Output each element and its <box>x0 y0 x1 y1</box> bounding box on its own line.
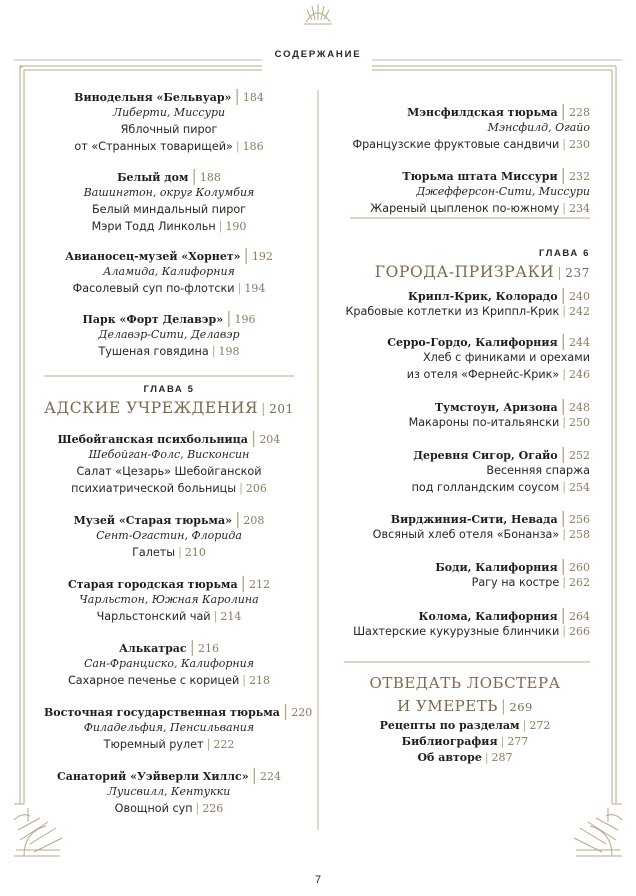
entry-title: Старая городская тюрьма <box>68 578 238 591</box>
dish-page: 254 <box>569 481 590 494</box>
appendix-page: 272 <box>529 719 551 732</box>
entry-title: Алькатрас <box>119 642 187 655</box>
entry-location: Луисвилл, Кентукки <box>107 785 231 798</box>
appendix-item[interactable]: Об авторе | 287 <box>417 751 513 764</box>
entry-title: Тумстоун, Аризона <box>434 401 558 414</box>
appendix-item[interactable]: Рецепты по разделам | 272 <box>379 719 551 732</box>
entry-page: 192 <box>251 250 273 263</box>
appendix-item[interactable]: Библиография | 277 <box>401 735 529 748</box>
chapter-page: 237 <box>565 266 590 280</box>
toc-entry[interactable]: Серро-Гордо, Калифорния | 244 Хлеб с финиками и орехами из отеля «Фернейс-Крик» | 246 <box>340 332 590 383</box>
entry-title: Крипл-Крик, Колорадо <box>407 290 558 303</box>
chapter-label: ГЛАВА 6 <box>538 248 590 259</box>
entry-page: 240 <box>569 290 590 303</box>
toc-entry[interactable]: Санаторий «Уэйверли Хиллс» | 224 Луисвилл, Кентукки Овощной суп | 226 <box>44 766 294 817</box>
entry-location: Либерти, Миссури <box>112 106 226 119</box>
dish-page: 234 <box>569 202 590 215</box>
entry-dish: Крабовые котлетки из Криппл-Крик <box>345 305 560 318</box>
entry-dish: Шахтерские кукурузные блинчики <box>353 625 560 638</box>
entry-dish: Овощной суп <box>114 802 193 815</box>
entry-location: Вашингтон, округ Колумбия <box>83 186 255 199</box>
chapter-page: 201 <box>269 402 294 416</box>
entry-title: Тюрьма штата Миссури <box>402 170 558 183</box>
dish-page: 190 <box>225 220 247 233</box>
toc-entry[interactable]: Авианосец-музей «Хорнет» | 192 Аламида, Калифорния Фасолевый суп по-флотски | 194 <box>44 246 294 297</box>
entry-dish: Весенняя спаржа <box>486 464 590 477</box>
entry-title: Колома, Калифорния <box>418 610 558 623</box>
entry-dish: психиатрической больницы <box>71 482 237 495</box>
entry-page: 232 <box>569 170 590 183</box>
dish-page: 186 <box>242 140 264 153</box>
entry-dish: Рагу на костре <box>471 576 560 589</box>
dish-page: 226 <box>202 802 224 815</box>
toc-entry[interactable]: Боди, Калифорния | 260 Рагу на костре | 262 <box>435 556 590 589</box>
toc-entry[interactable]: Деревня Сигор, Огайо | 252 Весенняя спаржа под голландским соусом | 254 <box>340 445 590 496</box>
dish-page: 230 <box>569 138 590 151</box>
entry-page: 212 <box>248 578 270 591</box>
entry-page: 204 <box>259 433 281 446</box>
toc-entry[interactable]: Музей «Старая тюрьма» | 208 Сент-Огастин, Флорида Галеты | 210 <box>44 510 294 561</box>
toc-entry[interactable]: Тюрьма штата Миссури | 232 Джефферсон-Сити, Миссури Жареный цыпленок по-южному | 234 <box>340 166 590 217</box>
chapter-heading[interactable]: ГЛАВА 5 АДСКИЕ УЧРЕЖДЕНИЯ | 201 <box>44 384 294 417</box>
entry-location: Делавэр-Сити, Делавэр <box>98 328 240 341</box>
entry-dish: Салат «Цезарь» Шебойганской <box>76 465 262 478</box>
dish-page: 250 <box>569 416 590 429</box>
entry-title: Восточная государственная тюрьма <box>44 706 280 719</box>
appendix-label: Библиография <box>401 735 498 748</box>
entry-dish: Фасолевый суп по-флотски <box>72 282 235 295</box>
entry-title: Музей «Старая тюрьма» <box>73 514 232 527</box>
entry-title: Деревня Сигор, Огайо <box>413 449 558 462</box>
entry-location: Джефферсон-Сити, Миссури <box>416 185 590 198</box>
entry-dish: Мэри Тодд Линкольн <box>91 220 216 233</box>
toc-entry[interactable]: Винодельня «Бельвуар» | 184 Либерти, Миссури Яблочный пирог от «Странных товарищей» | 186 <box>44 87 294 155</box>
toc-entry[interactable]: Белый дом | 188 Вашингтон, округ Колумбия Белый миндальный пирог Мэри Тодд Линкольн | 190 <box>44 167 294 235</box>
entry-page: 224 <box>259 770 281 783</box>
appendix-page: 277 <box>507 735 529 748</box>
entry-page: 188 <box>199 171 221 184</box>
epilogue-page: 269 <box>509 700 533 714</box>
appendix-page: 287 <box>491 751 513 764</box>
chapter-title: АДСКИЕ УЧРЕЖДЕНИЯ <box>44 399 259 417</box>
entry-dish: из отеля «Фернейс-Крик» <box>406 368 560 381</box>
dish-page: 214 <box>220 610 242 623</box>
entry-dish: Тюремный рулет <box>103 738 204 751</box>
entry-title: Мэнсфилдская тюрьма <box>407 106 558 119</box>
entry-location: Аламида, Калифорния <box>103 265 235 278</box>
entry-location: Мэнсфилд, Огайо <box>487 121 590 134</box>
toc-entry[interactable]: Тумстоун, Аризона | 248 Макароны по-итальянски | 250 <box>408 396 590 429</box>
dish-page: 210 <box>184 546 206 559</box>
dish-page: 262 <box>569 576 590 589</box>
entry-title: Серро-Гордо, Калифорния <box>387 336 558 349</box>
entry-location: Филадельфия, Пенсильвания <box>83 721 255 734</box>
chapter-title: ГОРОДА-ПРИЗРАКИ <box>374 263 555 281</box>
entry-page: 196 <box>234 313 256 326</box>
entry-page: 248 <box>569 401 590 414</box>
entry-dish: под голландским соусом <box>411 481 560 494</box>
entry-dish: Французские фруктовые сандвичи <box>352 138 560 151</box>
entry-location: Сент-Огастин, Флорида <box>96 529 242 542</box>
toc-entry[interactable]: Старая городская тюрьма | 212 Чарльстон, Южная Каролина Чарльстонский чай | 214 <box>44 574 294 625</box>
entry-title: Парк «Форт Делавэр» <box>82 313 224 326</box>
chapter-heading[interactable]: ГЛАВА 6 ГОРОДА-ПРИЗРАКИ | 237 <box>340 247 590 283</box>
entry-page: 216 <box>197 642 219 655</box>
entry-dish: Тушеная говядина <box>98 345 209 358</box>
page-header: СОДЕРЖАНИЕ <box>274 49 362 60</box>
entry-location: Шебойган-Фолс, Висконсин <box>88 448 250 461</box>
entry-page: 256 <box>569 513 590 526</box>
sunburst-corner-right-icon <box>574 808 622 856</box>
entry-page: 208 <box>243 514 265 527</box>
entry-dish: Яблочный пирог <box>120 123 218 136</box>
toc-entry[interactable]: Вирджиния-Сити, Невада | 256 Овсяный хлеб отеля «Бонанза» | 258 <box>372 508 590 541</box>
entry-dish: Овсяный хлеб отеля «Бонанза» <box>372 528 560 541</box>
entry-dish: Сахарное печенье с корицей <box>67 674 240 687</box>
entry-title: Белый дом <box>117 171 189 184</box>
dish-page: 266 <box>569 625 590 638</box>
entry-title: Вирджиния-Сити, Невада <box>390 513 558 526</box>
entry-page: 252 <box>569 449 590 462</box>
dish-page: 222 <box>213 738 235 751</box>
entry-page: 264 <box>569 610 590 623</box>
toc-entry[interactable]: Шебойганская психбольница | 204 Шебойган-Фолс, Висконсин Салат «Цезарь» Шебойганской психиатрической больницы | 206 <box>44 429 294 497</box>
toc-entry[interactable]: Мэнсфилдская тюрьма | 228 Мэнсфилд, Огайо Французские фруктовые сандвичи | 230 <box>340 102 590 153</box>
toc-entry[interactable]: Колома, Калифорния | 264 Шахтерские кукурузные блинчики | 266 <box>353 605 590 638</box>
toc-entry[interactable]: Парк «Форт Делавэр» | 196 Делавэр-Сити, Делавэр Тушеная говядина | 198 <box>44 309 294 360</box>
sun-ornament-icon <box>304 4 332 24</box>
dish-page: 242 <box>569 305 590 318</box>
dish-page: 218 <box>249 674 271 687</box>
entry-page: 260 <box>569 561 590 574</box>
toc-entry[interactable]: Алькатрас | 216 Сан-Франциско, Калифорния Сахарное печенье с корицей | 218 <box>44 638 294 689</box>
chapter-label: ГЛАВА 5 <box>143 384 195 395</box>
page-number: 7 <box>314 874 322 886</box>
entry-dish: Чарльстонский чай <box>96 610 211 623</box>
entry-dish: Галеты <box>132 546 176 559</box>
dish-page: 194 <box>244 282 266 295</box>
epilogue-title-line1[interactable]: ОТВЕДАТЬ ЛОБСТЕРА <box>369 674 561 692</box>
entry-dish: Макароны по-итальянски <box>408 416 560 429</box>
entry-page: 220 <box>291 706 313 719</box>
entry-title: Шебойганская психбольница <box>57 433 248 446</box>
entry-page: 228 <box>569 106 590 119</box>
entry-dish: Хлеб с финиками и орехами <box>422 351 590 364</box>
entry-title: Боди, Калифорния <box>435 561 558 574</box>
appendix-label: Об авторе <box>417 751 482 764</box>
entry-page: 244 <box>569 336 590 349</box>
entry-dish: Белый миндальный пирог <box>91 203 247 216</box>
dish-page: 206 <box>245 482 267 495</box>
entry-location: Чарльстон, Южная Каролина <box>79 593 259 606</box>
entry-dish: от «Странных товарищей» <box>74 140 233 153</box>
entry-dish: Жареный цыпленок по-южному <box>370 202 560 215</box>
toc-entry[interactable]: Крипл-Крик, Колорадо | 240 Крабовые котлетки из Криппл-Крик | 242 <box>345 285 590 318</box>
entry-page: 184 <box>242 91 264 104</box>
entry-location: Сан-Франциско, Калифорния <box>83 657 255 670</box>
entry-title: Санаторий «Уэйверли Хиллс» <box>57 770 249 783</box>
entry-title: Винодельня «Бельвуар» <box>74 91 232 104</box>
epilogue-section: ОТВЕДАТЬ ЛОБСТЕРА И УМЕРЕТЬ | 269 Рецепты по разделам | 272 Библиография | 277 Об авторе | 287 <box>340 672 590 766</box>
toc-entry[interactable]: Восточная государственная тюрьма | 220 Филадельфия, Пенсильвания Тюремный рулет | 222 <box>44 701 313 751</box>
dish-page: 258 <box>569 528 590 541</box>
epilogue-title-line2[interactable]: И УМЕРЕТЬ <box>397 697 498 715</box>
dish-page: 198 <box>218 345 240 358</box>
entry-title: Авианосец-музей «Хорнет» <box>65 250 241 263</box>
dish-page: 246 <box>569 368 590 381</box>
appendix-label: Рецепты по разделам <box>379 719 520 732</box>
